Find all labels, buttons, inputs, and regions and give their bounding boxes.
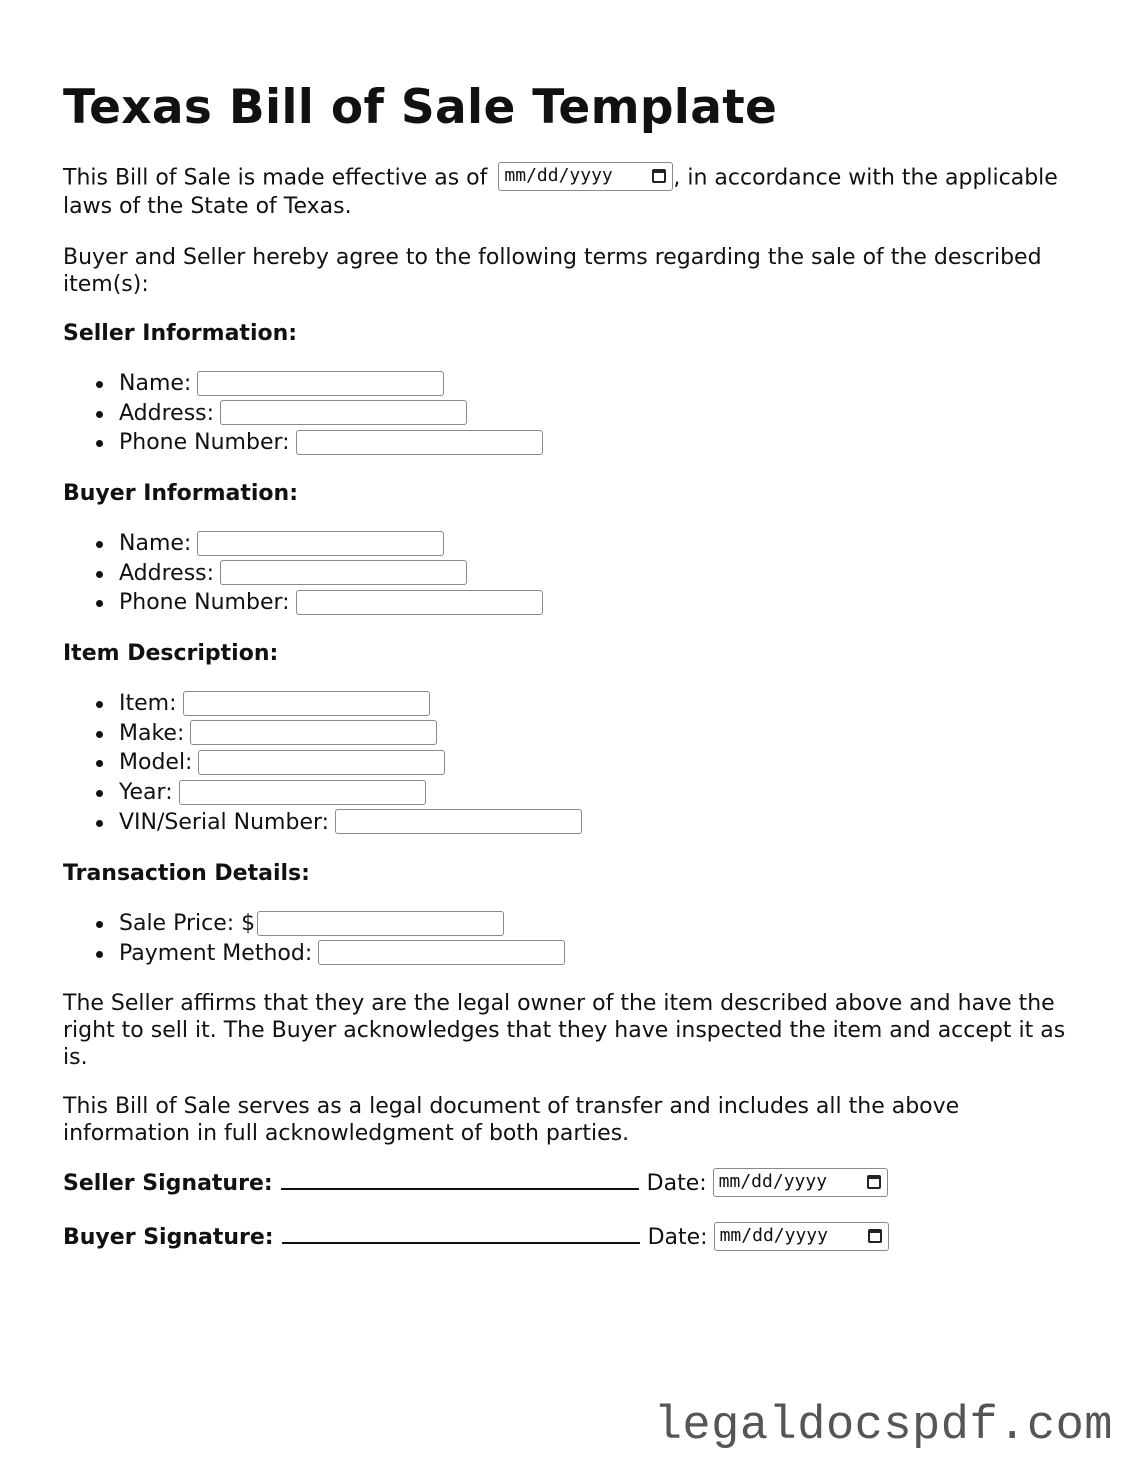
seller-phone-input[interactable] <box>296 430 543 455</box>
sale-price-input[interactable] <box>257 911 504 936</box>
intro-text-line2: laws of the State of Texas. <box>63 194 352 219</box>
item-fields-list <box>63 689 582 837</box>
item-label: Item: <box>119 691 177 716</box>
buyer-name-input[interactable] <box>197 531 444 556</box>
list-item <box>63 689 582 719</box>
transaction-heading: Transaction Details: <box>63 861 310 886</box>
intro-text-after: , in accordance with the applicable <box>673 165 1058 191</box>
watermark: legaldocspdf.com <box>653 1400 1113 1453</box>
list-item <box>63 748 582 778</box>
seller-address-label: Address: <box>119 400 215 426</box>
payment-method-input[interactable] <box>318 940 565 965</box>
seller-signature-label: Seller Signature: <box>63 1171 273 1196</box>
seller-date-input[interactable] <box>713 1168 888 1197</box>
make-label: Make: <box>119 720 185 746</box>
intro-text-before: This Bill of Sale is made effective as of <box>63 165 488 191</box>
list-item <box>63 808 582 838</box>
transaction-fields-list <box>63 909 565 968</box>
calendar-icon[interactable] <box>868 1229 882 1243</box>
seller-phone-label: Phone Number: <box>119 430 290 456</box>
item-heading: Item Description: <box>63 641 279 666</box>
buyer-date-placeholder: mm/dd/yyyy <box>719 1224 828 1246</box>
list-item <box>63 909 565 939</box>
effective-date-input[interactable] <box>498 162 673 191</box>
buyer-date-label: Date: <box>647 1225 708 1250</box>
buyer-heading: Buyer Information: <box>63 481 298 506</box>
list-item <box>63 939 565 969</box>
seller-signature-row <box>63 1168 888 1199</box>
item-input[interactable] <box>183 691 430 716</box>
seller-date-placeholder: mm/dd/yyyy <box>718 1170 828 1192</box>
buyer-name-label: Name: <box>119 531 192 556</box>
seller-heading: Seller Information: <box>63 321 298 346</box>
vin-serial-label: VIN/Serial Number: <box>119 809 330 835</box>
calendar-icon[interactable] <box>652 169 666 183</box>
seller-name-label: Name: <box>119 371 192 396</box>
page-title: Texas Bill of Sale Template <box>63 80 778 135</box>
buyer-signature-label: Buyer Signature: <box>63 1225 274 1250</box>
seller-fields-list <box>63 369 543 458</box>
vin-serial-input[interactable] <box>335 809 582 834</box>
affirmation-paragraph: The Seller affirms that they are the legal owner of the item described above and have the right to sell it. The Buyer acknowledges that they have inspected the item and accept it as is. <box>63 991 1066 1070</box>
buyer-signature-row <box>63 1222 889 1253</box>
intro-paragraph <box>63 164 1088 220</box>
seller-name-input[interactable] <box>197 371 444 396</box>
make-input[interactable] <box>190 720 437 745</box>
calendar-icon[interactable] <box>867 1175 881 1189</box>
sale-price-label: Sale Price: $ <box>119 911 256 936</box>
list-item <box>63 778 582 808</box>
buyer-date-input[interactable] <box>714 1222 889 1251</box>
buyer-address-input[interactable] <box>220 560 467 585</box>
buyer-phone-input[interactable] <box>296 590 543 615</box>
transfer-paragraph: This Bill of Sale serves as a legal document of transfer and includes all the above information in full acknowledgment of both parties. <box>63 1094 960 1146</box>
agreement-paragraph: Buyer and Seller hereby agree to the following terms regarding the sale of the described item(s): <box>63 245 1042 297</box>
buyer-fields-list <box>63 529 543 618</box>
list-item <box>63 399 543 429</box>
seller-signature-line[interactable] <box>281 1168 639 1190</box>
payment-method-label: Payment Method: <box>119 940 313 966</box>
year-input[interactable] <box>179 780 426 805</box>
buyer-signature-line[interactable] <box>282 1222 640 1244</box>
effective-date-placeholder: mm/dd/yyyy <box>504 165 613 186</box>
buyer-phone-label: Phone Number: <box>119 590 290 616</box>
list-item <box>63 588 543 618</box>
seller-address-input[interactable] <box>220 400 467 425</box>
buyer-address-label: Address: <box>119 560 215 586</box>
model-label: Model: <box>119 750 193 776</box>
list-item <box>63 369 543 399</box>
year-label: Year: <box>119 780 173 806</box>
list-item <box>63 529 543 559</box>
list-item <box>63 719 582 749</box>
list-item <box>63 428 543 458</box>
model-input[interactable] <box>198 750 445 775</box>
list-item <box>63 559 543 589</box>
seller-date-label: Date: <box>646 1171 707 1196</box>
